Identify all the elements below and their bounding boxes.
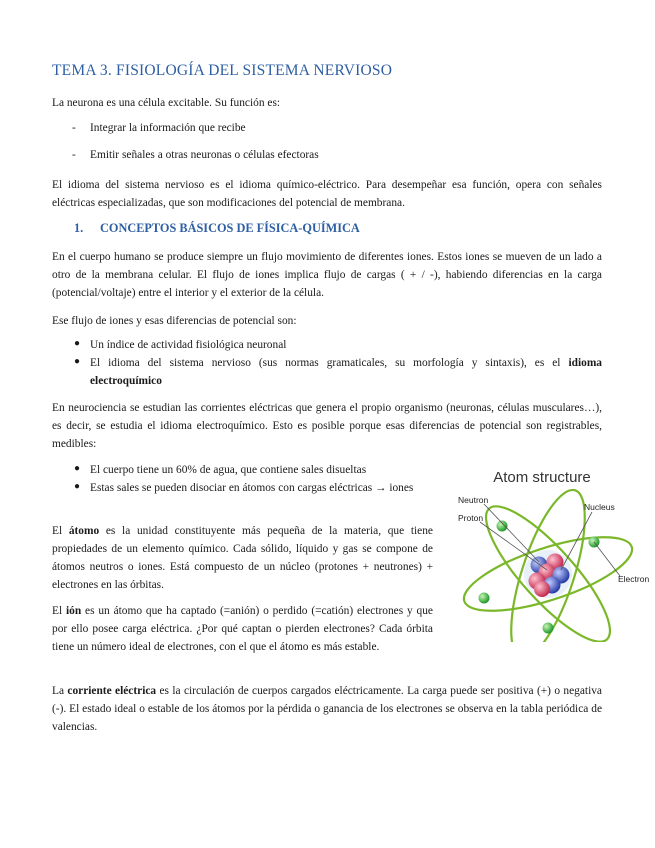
dash-marker: -	[72, 122, 76, 134]
bold-term: átomo	[68, 525, 100, 537]
corriente-paragraph	[52, 682, 602, 736]
bullet-marker: ●	[74, 356, 81, 367]
nucleus	[524, 550, 572, 598]
section-label: CONCEPTOS BÁSICOS DE FÍSICA-QUÍMICA	[100, 221, 360, 235]
text: es la circulación de cuerpos cargados eléctricamente. La carga puede ser positiva (+) o negativa (-). El estado ideal o estable de los átomos por la pérdida o ganancia de los electrones se observa en la tabla periódica de valencias.	[52, 685, 602, 733]
bullet-item: Un índice de actividad fisiológica neuronal	[90, 339, 287, 351]
bold-term: corriente eléctrica	[67, 685, 157, 697]
bullet-marker: ●	[74, 338, 81, 349]
bullet-marker: ●	[74, 481, 81, 492]
electron-particle	[543, 623, 554, 634]
bullet-item: Estas sales se pueden disociar en átomos con cargas eléctricas → iones	[90, 482, 414, 494]
nucleus-label: Nucleus	[584, 502, 615, 512]
electron-label: Electron	[618, 574, 650, 584]
section-number: 1.	[74, 221, 84, 235]
atomo-paragraph	[52, 522, 433, 594]
dash-marker: -	[72, 149, 76, 161]
ese-paragraph: Ese flujo de iones y esas diferencias de potencial son:	[52, 315, 297, 327]
text: es la unidad constituyente más pequeña de la materia, que tiene propiedades de un elemento químico. Cada sólido, líquido y gas se compone de átomos neutros o iones. Está compuesto de un núcleo (protones + neutrones) + electrones en las órbitas.	[52, 525, 433, 591]
text: El	[52, 605, 66, 617]
figure-title: Atom structure	[493, 469, 591, 486]
text: La	[52, 685, 68, 697]
bullet-item	[90, 354, 602, 390]
bullet-item: El cuerpo tiene un 60% de agua, que contiene sales disueltas	[90, 464, 367, 476]
function-item: Emitir señales a otras neuronas o células efectoras	[90, 149, 319, 161]
bullet-bold-text: idioma electroquímico	[90, 357, 602, 387]
intro-paragraph: La neurona es una célula excitable. Su función es:	[52, 97, 281, 109]
neuro-paragraph: En neurociencia se estudian las corrientes eléctricas que genera el propio organismo (neuronas, células musculares…), es decir, se estudia el idioma electroquímico. Esto es posible porque esas diferencias de potencial son registrables, medibles:	[52, 402, 602, 450]
bullet-marker: ●	[74, 463, 81, 474]
text: es un átomo que ha captado (=anión) o perdido (=catión) electrones y que por ello posee carga eléctrica. ¿Por qué captan o pierden electrones? Cada órbita tiene un número ideal de electrones, con el que el átomo es más estable.	[52, 605, 433, 653]
idioma-paragraph: El idioma del sistema nervioso es el idioma químico-eléctrico. Para desempeñar esa función, opera con señales eléctricas especializadas, que son modificaciones del potencial de membrana.	[52, 179, 602, 209]
ion-paragraph	[52, 602, 433, 656]
neutron-label: Neutron	[458, 495, 489, 505]
section-heading	[74, 221, 360, 236]
bold-term: ión	[65, 605, 82, 617]
proton-label: Proton	[458, 513, 484, 523]
electron-particle	[479, 593, 490, 604]
function-item: Integrar la información que recibe	[90, 122, 246, 134]
bullet-text: El idioma del sistema nervioso (sus normas gramaticales, su morfología y sintaxis), es el	[90, 357, 569, 369]
flujo-paragraph: En el cuerpo humano se produce siempre un flujo movimiento de diferentes iones. Estos iones se mueven de un lado a otro de la membrana celular. El flujo de iones implica flujo de cargas ( + / -), habiendo diferencias en la carga (potencial/voltaje) entre el interior y el exterior de la célula.	[52, 251, 602, 299]
atom-structure-figure	[444, 462, 654, 642]
page-title: TEMA 3. FISIOLOGÍA DEL SISTEMA NERVIOSO	[52, 62, 393, 79]
text: El	[52, 525, 69, 537]
electron-particle	[497, 521, 508, 532]
proton-particle	[534, 581, 550, 597]
